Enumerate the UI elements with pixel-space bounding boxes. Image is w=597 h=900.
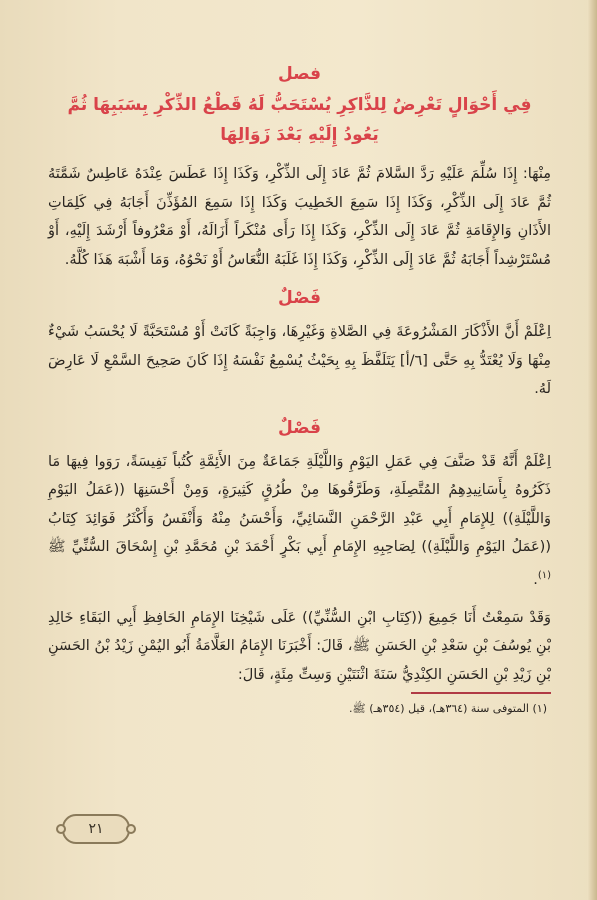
page-number: ٢١ xyxy=(62,814,130,844)
paragraph-3-text: اِعْلَمْ أَنَّهُ قَدْ صَنَّفَ فِي عَمَلِ اليَوْمِ وَاللَّيْلَةِ جَمَاعَةٌ مِنَ الأَئِمَّةِ كُتُباً نَفِيسَةً، رَوَوا فِيهَا مَا ذَكَرُوهُ بِأَسَانِيدِهِمُ المُتَّصِلَةِ، وَطَرَّقُوهَا مِنْ طُرُقٍ كَثِيرَةٍ، وَمِنْ أَحْسَنِهَا ((عَمَلُ اليَوْمِ وَاللَّيْلَةِ)) لِلإِمَامِ أَبِي عَبْدِ الرَّحْمَنِ النَّسَائِيِّ، وَأَحْسَنُ مِنْهُ وَأَنْفَسُ وَأَكْثَرُ فَوَائِدَ كِتَابُ ((عَمَلُ اليَوْمِ وَاللَّيْلَةِ)) لِصَاحِبِهِ الإِمَامِ أَبِي بَكْرٍ أَحْمَدَ بْنِ مُحَمَّدِ بْنِ إِسْحَاقَ السُّنِّيِّ ﷺ xyxy=(48,453,551,555)
paragraph-4: وَقَدْ سَمِعْتُ أَنَا جَمِيعَ ((كِتَابِ ابْنِ السُّنِّيِّ)) عَلَى شَيْخِنَا الإِمَامِ الحَافِظِ أَبِي البَقَاءِ خَالِدِ بْنِ يُوسُفَ بْنِ سَعْدِ بْنِ الحَسَنِ ﷺ، قَالَ: أَخْبَرَنَا الإِمَامُ العَلَّامَةُ أَبُو اليُمْنِ زَيْدُ بْنُ الحَسَنِ بْنِ زَيْدِ بْنِ الحَسَنِ الكِنْدِيُّ سَنَةَ اثْنَتَيْنِ وَسِتِّ مِئَةٍ، قَالَ: xyxy=(48,609,551,683)
footnote: (١) المتوفى سنة (٣٦٤هـ)، قيل (٣٥٤هـ) ﷺ. xyxy=(348,702,547,715)
section-heading-2: فَصْلٌ xyxy=(277,288,322,308)
paragraph-2: اِعْلَمْ أَنَّ الأَذْكَارَ المَشْرُوعَةَ فِي الصَّلاةِ وَغَيْرِهَا، وَاجِبَةً كَانَتْ أَوْ مُسْتَحَبَّةً لَا يُحْسَبُ شَيْءٌ مِنْهَا وَلَا يُعْتَدُّ بِهِ حَتَّى [٦/أ] يَتَلَفَّظَ بِهِ بِحَيْثُ يُسْمِعُ نَفْسَهُ إِذَا كَانَ صَحِيحَ السَّمْعِ لَا عَارِضَ لَهُ. xyxy=(48,324,551,397)
page-content xyxy=(48,64,551,689)
footnote-marker: (١) xyxy=(537,569,551,581)
section-heading-3: فَصْلٌ xyxy=(277,417,322,438)
section-heading: فصل xyxy=(277,64,322,84)
footnote-divider xyxy=(411,692,551,694)
book-spine-shadow xyxy=(587,0,597,900)
paragraph-1: مِنْهَا: إِذَا سُلِّمَ عَلَيْهِ رَدَّ السَّلامَ ثُمَّ عَادَ إِلَى الذِّكْرِ، وَكَذَا إِذَا عَطَسَ عِنْدَهُ عَاطِسٌ شَمَّتَهُ ثُمَّ عَادَ إِلَى الذِّكْرِ، وَكَذَا إِذَا سَمِعَ الخَطِيبَ وَكَذَا إِذَا سَمِعَ المُؤَذِّنَ أَجَابَهُ فِي كَلِمَاتِ الأَذَانِ وَالإِقَامَةِ ثُمَّ عَادَ إِلَى الذِّكْرِ، وَكَذَا إِذَا رَأَى مُنْكَراً أَزَالَهُ، أَوْ مَعْرُوفاً أَرْشَدَ إِلَيْهِ، أَوْ مُسْتَرْشِداً أَجَابَهُ ثُمَّ عَادَ إِلَى الذِّكْرِ، وَكَذَا إِذَا غَلَبَهُ النُّعَاسُ أَوْ نَحْوُهُ، وَمَا أَشْبَهَ هَذَا كُلَّهُ. xyxy=(48,166,551,268)
chapter-title: فِي أَحْوَالٍ تَعْرِضُ لِلذَّاكِرِ يُسْتَحَبُّ لَهُ قَطْعُ الذِّكْرِ بِسَبَبِهَا ثُمَّ يَعُودُ إِلَيْهِ بَعْدَ زَوَالِهَا xyxy=(67,95,532,145)
paragraph-3: اِعْلَمْ أَنَّهُ قَدْ صَنَّفَ فِي عَمَلِ اليَوْمِ وَاللَّيْلَةِ جَمَاعَةٌ مِنَ الأَئِمَّةِ كُتُباً نَفِيسَةً، رَوَوا فِيهَا مَا ذَكَرُوهُ بِأَسَانِيدِهِمُ المُتَّصِلَةِ، وَطَرَّقُوهَا مِنْ طُرُقٍ كَثِيرَةٍ، وَمِنْ أَحْسَنِهَا ((عَمَلُ اليَوْمِ وَاللَّيْلَةِ)) لِلإِمَامِ أَبِي عَبْدِ الرَّحْمَنِ النَّسَائِيِّ، وَأَحْسَنُ مِنْهُ وَأَنْفَسُ وَأَكْثَرُ فَوَائِدَ كِتَابُ ((عَمَلُ اليَوْمِ وَاللَّيْلَةِ)) لِصَاحِبِهِ الإِمَامِ أَبِي بَكْرٍ أَحْمَدَ بْنِ مُحَمَّدِ بْنِ إِسْحَاقَ السُّنِّيِّ ﷺ $^{(١)}$. xyxy=(48,453,551,588)
